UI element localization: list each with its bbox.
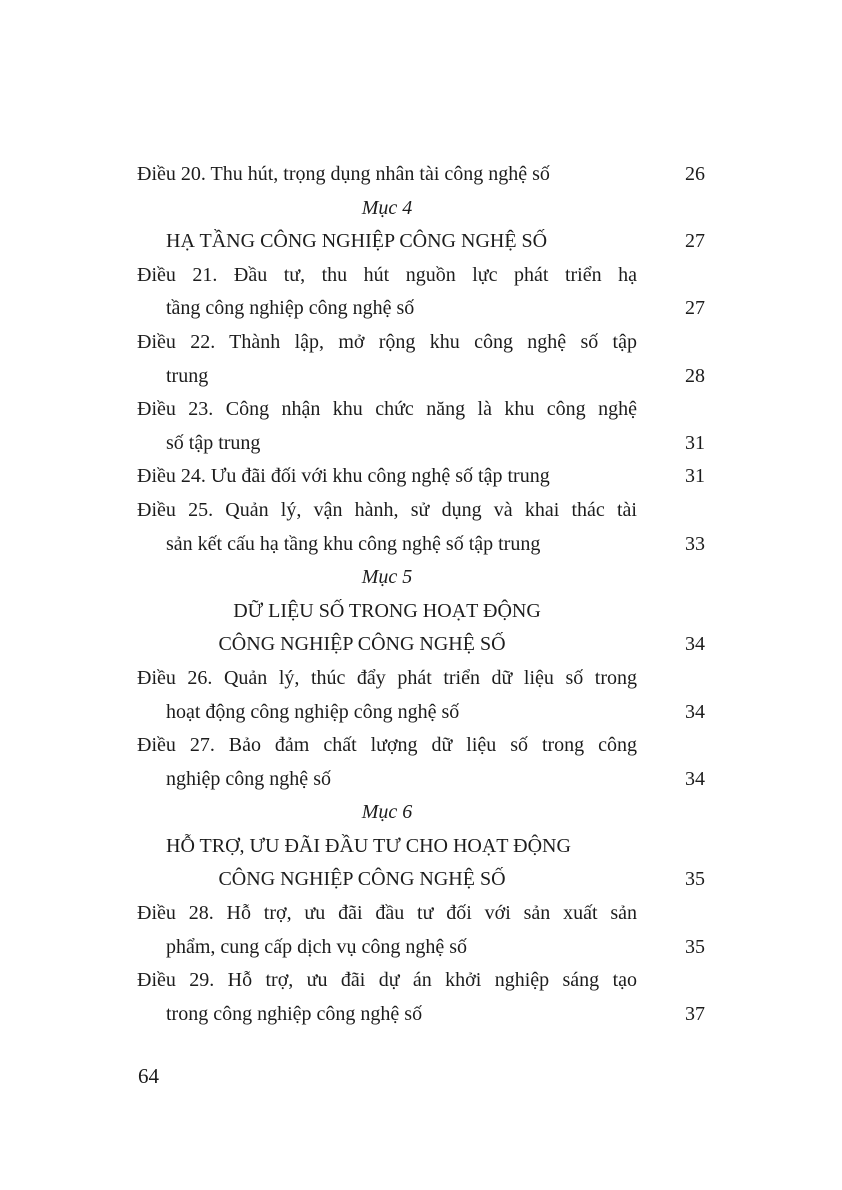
toc-entry-article-23 bbox=[137, 393, 705, 427]
entry-title-cont: trong công nghiệp công nghệ số bbox=[166, 1002, 423, 1025]
entry-title-cont: nghiệp công nghệ số bbox=[166, 767, 331, 790]
toc-entry-continuation bbox=[137, 931, 705, 965]
section-label: Mục 4 bbox=[361, 196, 413, 219]
entry-title-cont: phẩm, cung cấp dịch vụ công nghệ số bbox=[166, 935, 468, 958]
section-title-muc-5 bbox=[137, 595, 705, 629]
entry-page: 37 bbox=[685, 1002, 705, 1025]
entry-title: Điều 25. Quản lý, vận hành, sử dụng và khai thác tài bbox=[137, 498, 637, 521]
toc-entry-continuation bbox=[137, 763, 705, 797]
section-label-muc-6 bbox=[137, 796, 705, 830]
section-label: Mục 6 bbox=[361, 801, 413, 824]
entry-page: 31 bbox=[685, 431, 705, 454]
section-label-muc-5 bbox=[137, 561, 705, 595]
toc-entry-continuation bbox=[137, 360, 705, 394]
toc-entry-continuation bbox=[137, 998, 705, 1032]
section-title-muc-4 bbox=[137, 225, 705, 259]
entry-page: 35 bbox=[685, 935, 705, 958]
entry-page: 34 bbox=[685, 700, 705, 723]
toc-entry-article-28 bbox=[137, 897, 705, 931]
entry-title: Điều 21. Đầu tư, thu hút nguồn lực phát triển hạ bbox=[137, 263, 637, 286]
entry-page: 26 bbox=[685, 163, 705, 185]
toc-entry-continuation bbox=[137, 528, 705, 562]
entry-page: 27 bbox=[685, 230, 705, 253]
entry-title-cont: số tập trung bbox=[166, 431, 261, 454]
entry-page: 31 bbox=[685, 465, 705, 488]
toc-entry-article-21 bbox=[137, 259, 705, 293]
toc-entry-article-24 bbox=[137, 460, 705, 494]
toc-entry-article-26 bbox=[137, 662, 705, 696]
entry-title: Điều 27. Bảo đảm chất lượng dữ liệu số trong công bbox=[137, 734, 637, 757]
entry-title-cont: hoạt động công nghiệp công nghệ số bbox=[166, 700, 460, 723]
entry-title: Điều 24. Ưu đãi đối với khu công nghệ số tập trung bbox=[137, 465, 550, 488]
section-title: DỮ LIỆU SỐ TRONG HOẠT ĐỘNG bbox=[233, 599, 541, 622]
entry-title-cont: trung bbox=[166, 364, 209, 387]
section-title-continuation bbox=[137, 628, 705, 662]
entry-title: Điều 29. Hỗ trợ, ưu đãi dự án khởi nghiệp sáng tạo bbox=[137, 969, 637, 992]
toc-entry-article-20 bbox=[137, 158, 705, 192]
page-number: 64 bbox=[138, 1064, 159, 1088]
entry-page: 34 bbox=[685, 767, 705, 790]
entry-title: Điều 22. Thành lập, mở rộng khu công nghệ số tập bbox=[137, 330, 637, 353]
entry-page: 34 bbox=[685, 633, 705, 656]
toc-entry-article-22 bbox=[137, 326, 705, 360]
section-title-cont: CÔNG NGHIỆP CÔNG NGHỆ SỐ bbox=[218, 633, 506, 656]
table-of-contents bbox=[137, 158, 705, 1031]
toc-entry-article-27 bbox=[137, 729, 705, 763]
section-label-muc-4 bbox=[137, 192, 705, 226]
toc-entry-continuation bbox=[137, 696, 705, 730]
entry-title-cont: sản kết cấu hạ tầng khu công nghệ số tập trung bbox=[166, 532, 541, 555]
entry-page: 35 bbox=[685, 868, 705, 891]
section-title-continuation bbox=[137, 863, 705, 897]
section-title-cont: CÔNG NGHIỆP CÔNG NGHỆ SỐ bbox=[218, 868, 506, 891]
section-title-muc-6 bbox=[137, 830, 705, 864]
section-title: HỖ TRỢ, ƯU ĐÃI ĐẦU TƯ CHO HOẠT ĐỘNG bbox=[166, 834, 571, 857]
section-title: HẠ TẦNG CÔNG NGHIỆP CÔNG NGHỆ SỐ bbox=[166, 230, 548, 253]
toc-entry-continuation bbox=[137, 292, 705, 326]
entry-page: 33 bbox=[685, 532, 705, 555]
toc-entry-continuation bbox=[137, 427, 705, 461]
entry-title: Điều 26. Quản lý, thúc đẩy phát triển dữ liệu số trong bbox=[137, 666, 637, 689]
entry-title: Điều 23. Công nhận khu chức năng là khu công nghệ bbox=[137, 398, 637, 421]
section-label: Mục 5 bbox=[361, 566, 413, 589]
entry-page: 27 bbox=[685, 297, 705, 320]
entry-title: Điều 20. Thu hút, trọng dụng nhân tài công nghệ số bbox=[137, 163, 550, 185]
entry-page: 28 bbox=[685, 364, 705, 387]
entry-title: Điều 28. Hỗ trợ, ưu đãi đầu tư đối với sản xuất sản bbox=[137, 902, 637, 925]
toc-entry-article-25 bbox=[137, 494, 705, 528]
toc-entry-article-29 bbox=[137, 964, 705, 998]
entry-title-cont: tầng công nghiệp công nghệ số bbox=[166, 297, 415, 320]
